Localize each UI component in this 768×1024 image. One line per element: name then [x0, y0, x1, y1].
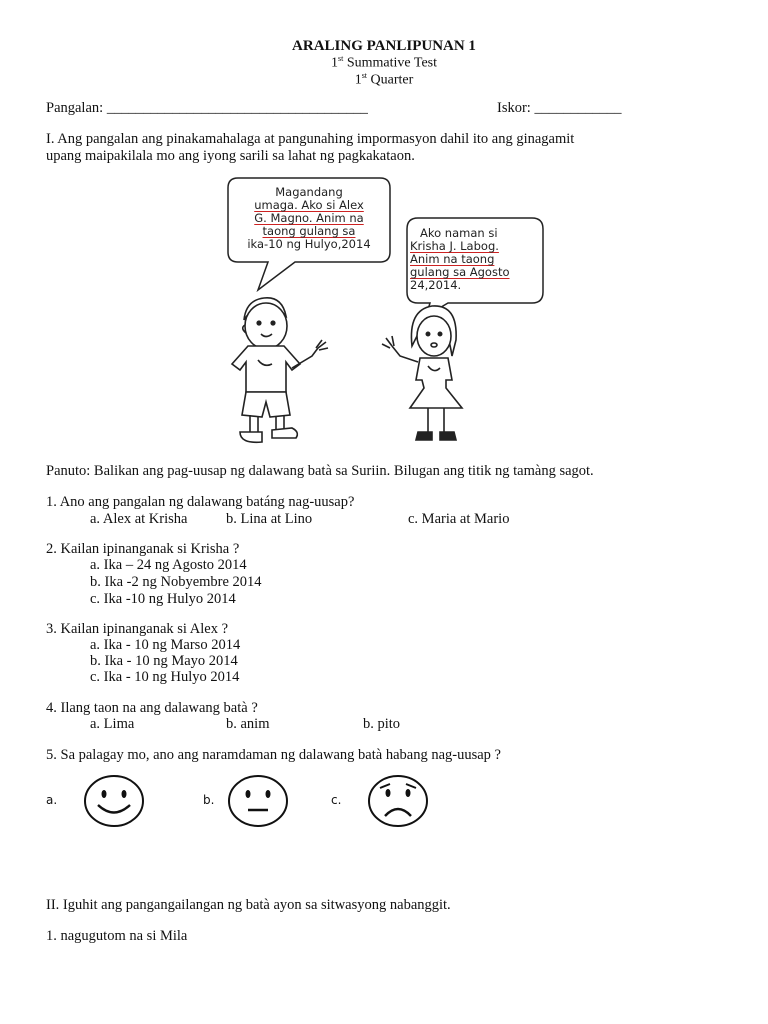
- question-3: 3. Kailan ipinanganak si Alex ?: [46, 621, 229, 637]
- krisha-bubble-text: [410, 227, 540, 292]
- q4-choice-b: b. anim: [226, 716, 270, 732]
- q5-choice-a: a.: [46, 793, 58, 807]
- question-1: 1. Ano ang pangalan ng dalawang batáng nag-uusap?: [46, 494, 355, 510]
- test-ordinal: st: [338, 54, 344, 63]
- alex-line-1: Magandang: [275, 185, 343, 199]
- krisha-line-3: Anim na taong: [410, 252, 495, 266]
- alex-bubble-text: [232, 186, 386, 251]
- q3-choice-a: a. Ika - 10 ng Marso 2014: [90, 637, 241, 653]
- part2-item-1: 1. nagugutom na si Mila: [46, 928, 188, 944]
- q4-choice-a: a. Lima: [90, 716, 135, 732]
- alex-line-2: umaga. Ako si Alex: [254, 198, 364, 212]
- test-text: Summative Test: [346, 55, 437, 71]
- question-4: 4. Ilang taon na ang dalawang batà ?: [46, 700, 258, 716]
- q3-choice-b: b. Ika - 10 ng Mayo 2014: [90, 653, 238, 669]
- part2-intro: II. Iguhit ang pangangailangan ng batà ayon sa sitwasyong nabanggit.: [46, 897, 451, 913]
- q1-choice-b: b. Lina at Lino: [226, 511, 313, 527]
- q5-choice-c: c.: [331, 793, 342, 807]
- quarter-subtitle: [0, 71, 768, 89]
- q1-choice-a: a. Alex at Krisha: [90, 511, 188, 527]
- page-title: ARALING PANLIPUNAN 1: [292, 38, 476, 54]
- neutral-face-icon: [226, 774, 290, 830]
- q2-choice-a: a. Ika – 24 ng Agosto 2014: [90, 557, 247, 573]
- boy-alex-drawing: [232, 298, 328, 442]
- instructions: Panuto: Balikan ang pag-uusap ng dalawang batà sa Suriin. Bilugan ang titik ng tamàng sagot.: [46, 463, 594, 479]
- q2-choice-c: c. Ika -10 ng Hulyo 2014: [90, 591, 236, 607]
- krisha-line-5: 24,2014.: [410, 278, 462, 292]
- score-blank: ____________: [534, 100, 622, 116]
- score-label: Iskor:: [497, 100, 531, 116]
- alex-line-3: G. Magno. Anim na: [254, 211, 364, 225]
- krisha-line-2: Krisha J. Labog.: [410, 239, 499, 253]
- score-field: [497, 100, 621, 117]
- q5-choice-b: b.: [203, 793, 215, 807]
- test-number: 1: [331, 55, 338, 71]
- q3-choice-c: c. Ika - 10 ng Hulyo 2014: [90, 669, 240, 685]
- sad-face-icon: [366, 774, 430, 830]
- krisha-line-4: gulang sa Agosto: [410, 265, 510, 279]
- alex-line-4: taong gulang sa: [262, 224, 356, 238]
- q4-choice-c: b. pito: [363, 716, 401, 732]
- question-5: 5. Sa palagay mo, ano ang naramdaman ng dalawang batà habang nag-uusap ?: [46, 747, 501, 763]
- alex-line-5: ika-10 ng Hulyo,2014: [247, 237, 371, 251]
- question-2: 2. Kailan ipinanganak si Krisha ?: [46, 541, 240, 557]
- name-field: [46, 100, 368, 117]
- krisha-line-1: Ako naman si: [420, 226, 498, 240]
- test-subtitle: [0, 54, 768, 72]
- quarter-text: Quarter: [370, 72, 414, 88]
- girl-krisha-drawing: [382, 306, 462, 440]
- happy-face-icon: [82, 774, 146, 830]
- part1-intro-line1: I. Ang pangalan ang pinakamahalaga at pangunahing impormasyon dahil ito ang ginagamit: [46, 131, 575, 147]
- quarter-number: 1: [354, 72, 362, 88]
- name-label: Pangalan:: [46, 100, 104, 116]
- part1-intro-line2: upang maipakilala mo ang iyong sarili sa lahat ng pagkakataon.: [46, 148, 415, 164]
- quarter-ordinal: st: [361, 71, 368, 80]
- q1-choice-c: c. Maria at Mario: [408, 511, 510, 527]
- name-blank: ____________________________________: [106, 100, 368, 116]
- q2-choice-b: b. Ika -2 ng Nobyembre 2014: [90, 574, 262, 590]
